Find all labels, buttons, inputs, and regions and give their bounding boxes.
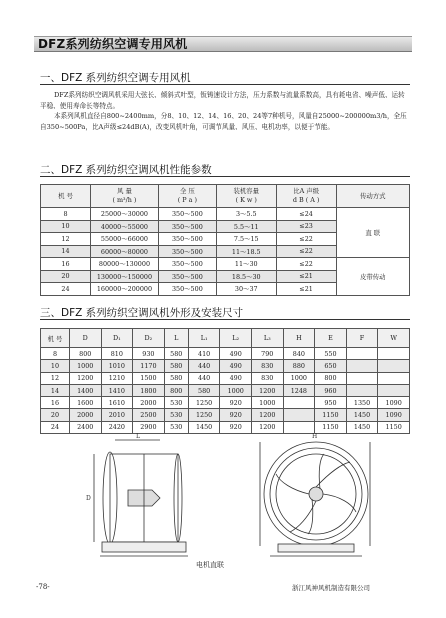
cell: 920	[220, 421, 252, 433]
drive-direct-cell: 直 联	[336, 208, 409, 258]
cell: 960	[315, 384, 347, 396]
page-number: -78-	[36, 583, 50, 591]
cell: 840	[283, 348, 315, 360]
cell: 1350	[346, 397, 378, 409]
cell: 16	[41, 397, 70, 409]
section1-paragraph-1: DFZ系列纺织空调风机采用大弦长、倾斜式叶型，钣铸速设计方法，压力系数与流量系数高，具有耗电省、噪声低、运转平稳、使用寿命长等特点。	[40, 91, 405, 110]
col-header: 全 压 ( P a )	[158, 185, 216, 208]
cell: 920	[220, 397, 252, 409]
cell: 1010	[101, 360, 133, 372]
cell: 1000	[69, 360, 101, 372]
cell: 20	[41, 270, 91, 283]
cell: 350～500	[158, 283, 216, 296]
cell: 12	[41, 233, 91, 246]
cell: 16	[41, 258, 91, 271]
drawing-caption: 电机直联	[196, 561, 224, 569]
cell: 1450	[346, 409, 378, 421]
cell: 160000～200000	[90, 283, 158, 296]
cell: 490	[220, 348, 252, 360]
col-header: 装机容量 ( K w )	[216, 185, 276, 208]
cell: 1200	[251, 384, 283, 396]
svg-text:L: L	[136, 433, 140, 440]
cell: 1210	[101, 372, 133, 384]
section2-title: 二、DFZ 系列纺织空调风机性能参数	[40, 164, 212, 176]
cell	[378, 348, 410, 360]
cell: 2000	[133, 397, 165, 409]
cell: 1250	[188, 409, 220, 421]
cell: 1090	[378, 409, 410, 421]
cell: 1170	[133, 360, 165, 372]
cell: 30～37	[216, 283, 276, 296]
cell: 55000～66000	[90, 233, 158, 246]
cell: 350～500	[158, 208, 216, 221]
col-header: L₁	[188, 329, 220, 348]
cell: 410	[188, 348, 220, 360]
cell: 580	[188, 384, 220, 396]
cell: 14	[41, 384, 70, 396]
cell: 8	[41, 348, 70, 360]
drive-belt-cell: 皮带传动	[336, 258, 409, 296]
cell: 11～18.5	[216, 245, 276, 258]
cell: 11～30	[216, 258, 276, 271]
cell	[346, 372, 378, 384]
cell: 25000～30000	[90, 208, 158, 221]
cell	[378, 360, 410, 372]
performance-table	[40, 184, 410, 296]
cell: 7.5～15	[216, 233, 276, 246]
col-header: L₂	[220, 329, 252, 348]
section1-text	[40, 90, 410, 132]
cell: 490	[220, 360, 252, 372]
company-name: 浙江风神风机制造有限公司	[292, 584, 370, 592]
cell: 8	[41, 208, 91, 221]
cell: 2010	[101, 409, 133, 421]
cell: 650	[315, 360, 347, 372]
col-header: D₁	[101, 329, 133, 348]
cell: 3～5.5	[216, 208, 276, 221]
cell: 790	[251, 348, 283, 360]
cell: 1450	[346, 421, 378, 433]
table-row	[41, 409, 410, 421]
cell	[283, 409, 315, 421]
table-row	[41, 348, 410, 360]
cell: 580	[164, 372, 188, 384]
cell: 530	[164, 421, 188, 433]
cell: 350～500	[158, 270, 216, 283]
fan-drawing	[80, 432, 380, 562]
cell: 1000	[283, 372, 315, 384]
cell: 12	[41, 372, 70, 384]
col-header: D	[69, 329, 101, 348]
cell: 1450	[188, 421, 220, 433]
cell: 580	[164, 360, 188, 372]
cell: 1200	[251, 409, 283, 421]
table-row	[41, 397, 410, 409]
cell: 80000～130000	[90, 258, 158, 271]
cell	[378, 384, 410, 396]
cell: 530	[164, 409, 188, 421]
cell: 1410	[101, 384, 133, 396]
cell	[378, 372, 410, 384]
cell: 350～500	[158, 245, 216, 258]
col-header: F	[346, 329, 378, 348]
table-row	[41, 384, 410, 396]
cell: 920	[220, 409, 252, 421]
side-view	[86, 433, 188, 556]
cell: 880	[283, 360, 315, 372]
table-row	[41, 360, 410, 372]
section3-rule	[40, 319, 410, 320]
cell: 1200	[251, 421, 283, 433]
cell: 1250	[188, 397, 220, 409]
cell: 930	[133, 348, 165, 360]
svg-text:D: D	[86, 495, 91, 502]
cell: 810	[101, 348, 133, 360]
col-header: 机 号	[41, 329, 70, 348]
col-header: D₂	[133, 329, 165, 348]
cell: 830	[251, 372, 283, 384]
col-header: L₃	[251, 329, 283, 348]
cell: 130000～150000	[90, 270, 158, 283]
cell: 2400	[69, 421, 101, 433]
cell: ≤22	[276, 258, 336, 271]
cell: 1800	[133, 384, 165, 396]
section3-title: 三、DFZ 系列纺织空调风机外形及安装尺寸	[40, 307, 244, 319]
cell: 1400	[69, 384, 101, 396]
cell: 24	[41, 421, 70, 433]
section1-title: 一、DFZ 系列纺织空调专用风机	[40, 72, 191, 84]
cell: ≤22	[276, 245, 336, 258]
col-header: W	[378, 329, 410, 348]
cell: 350～500	[158, 258, 216, 271]
cell	[283, 397, 315, 409]
dimensions-table	[40, 328, 410, 434]
header-banner	[0, 34, 446, 52]
cell: 40000～55000	[90, 220, 158, 233]
cell: 350～500	[158, 220, 216, 233]
cell: 1000	[251, 397, 283, 409]
cell: 20	[41, 409, 70, 421]
cell	[346, 384, 378, 396]
cell: 60000～80000	[90, 245, 158, 258]
cell: 800	[315, 372, 347, 384]
cell: 24	[41, 283, 91, 296]
cell: 800	[164, 384, 188, 396]
cell: 14	[41, 245, 91, 258]
cell: 800	[69, 348, 101, 360]
dimensions-header-row	[41, 329, 410, 348]
section1-paragraph-2: 本系列风机直径自800~2400mm，分8、10、12、14、16、20、24等7种机号，风量自25000~200000m3/h，全压自350~500Pa，比A声级≤24dB(A)，改变风机叶角，可调节风量、风压、电机功率，以便于节能。	[40, 112, 407, 131]
cell: ≤24	[276, 208, 336, 221]
cell: 2420	[101, 421, 133, 433]
cell: 490	[220, 372, 252, 384]
col-header: H	[283, 329, 315, 348]
cell: 1200	[69, 372, 101, 384]
cell: 440	[188, 372, 220, 384]
col-header: L	[164, 329, 188, 348]
cell: 950	[315, 397, 347, 409]
cell: 1248	[283, 384, 315, 396]
table-row	[41, 208, 410, 221]
cell	[346, 348, 378, 360]
col-header: 比A 声级 d B ( A )	[276, 185, 336, 208]
cell: 5.5～11	[216, 220, 276, 233]
cell: 580	[164, 348, 188, 360]
cell: 440	[188, 360, 220, 372]
cell: 18.5～30	[216, 270, 276, 283]
cell: 550	[315, 348, 347, 360]
cell: 350～500	[158, 233, 216, 246]
cell: 1150	[315, 421, 347, 433]
svg-text:H: H	[312, 433, 318, 440]
col-header: 机 号	[41, 185, 91, 208]
performance-header-row	[41, 185, 410, 208]
cell: 1610	[101, 397, 133, 409]
cell: 530	[164, 397, 188, 409]
section2-rule	[40, 176, 410, 177]
cell: 10	[41, 360, 70, 372]
front-view	[260, 433, 370, 556]
cell: 2000	[69, 409, 101, 421]
cell: 830	[251, 360, 283, 372]
cell: 2500	[133, 409, 165, 421]
cell: ≤22	[276, 233, 336, 246]
cell: 10	[41, 220, 91, 233]
header-title: DFZ系列纺织空调专用风机	[38, 37, 188, 51]
cell: 1500	[133, 372, 165, 384]
section1-rule	[40, 84, 410, 85]
cell: 1600	[69, 397, 101, 409]
cell: 1000	[220, 384, 252, 396]
col-header: 传动方式	[336, 185, 409, 208]
col-header: 风 量 ( m³/h )	[90, 185, 158, 208]
cell: ≤23	[276, 220, 336, 233]
cell: 1090	[378, 397, 410, 409]
cell	[346, 360, 378, 372]
table-row	[41, 258, 410, 271]
cell: 1150	[378, 421, 410, 433]
table-row	[41, 372, 410, 384]
cell: ≤21	[276, 270, 336, 283]
cell: 1150	[315, 409, 347, 421]
col-header: E	[315, 329, 347, 348]
cell: 2900	[133, 421, 165, 433]
cell: ≤21	[276, 283, 336, 296]
